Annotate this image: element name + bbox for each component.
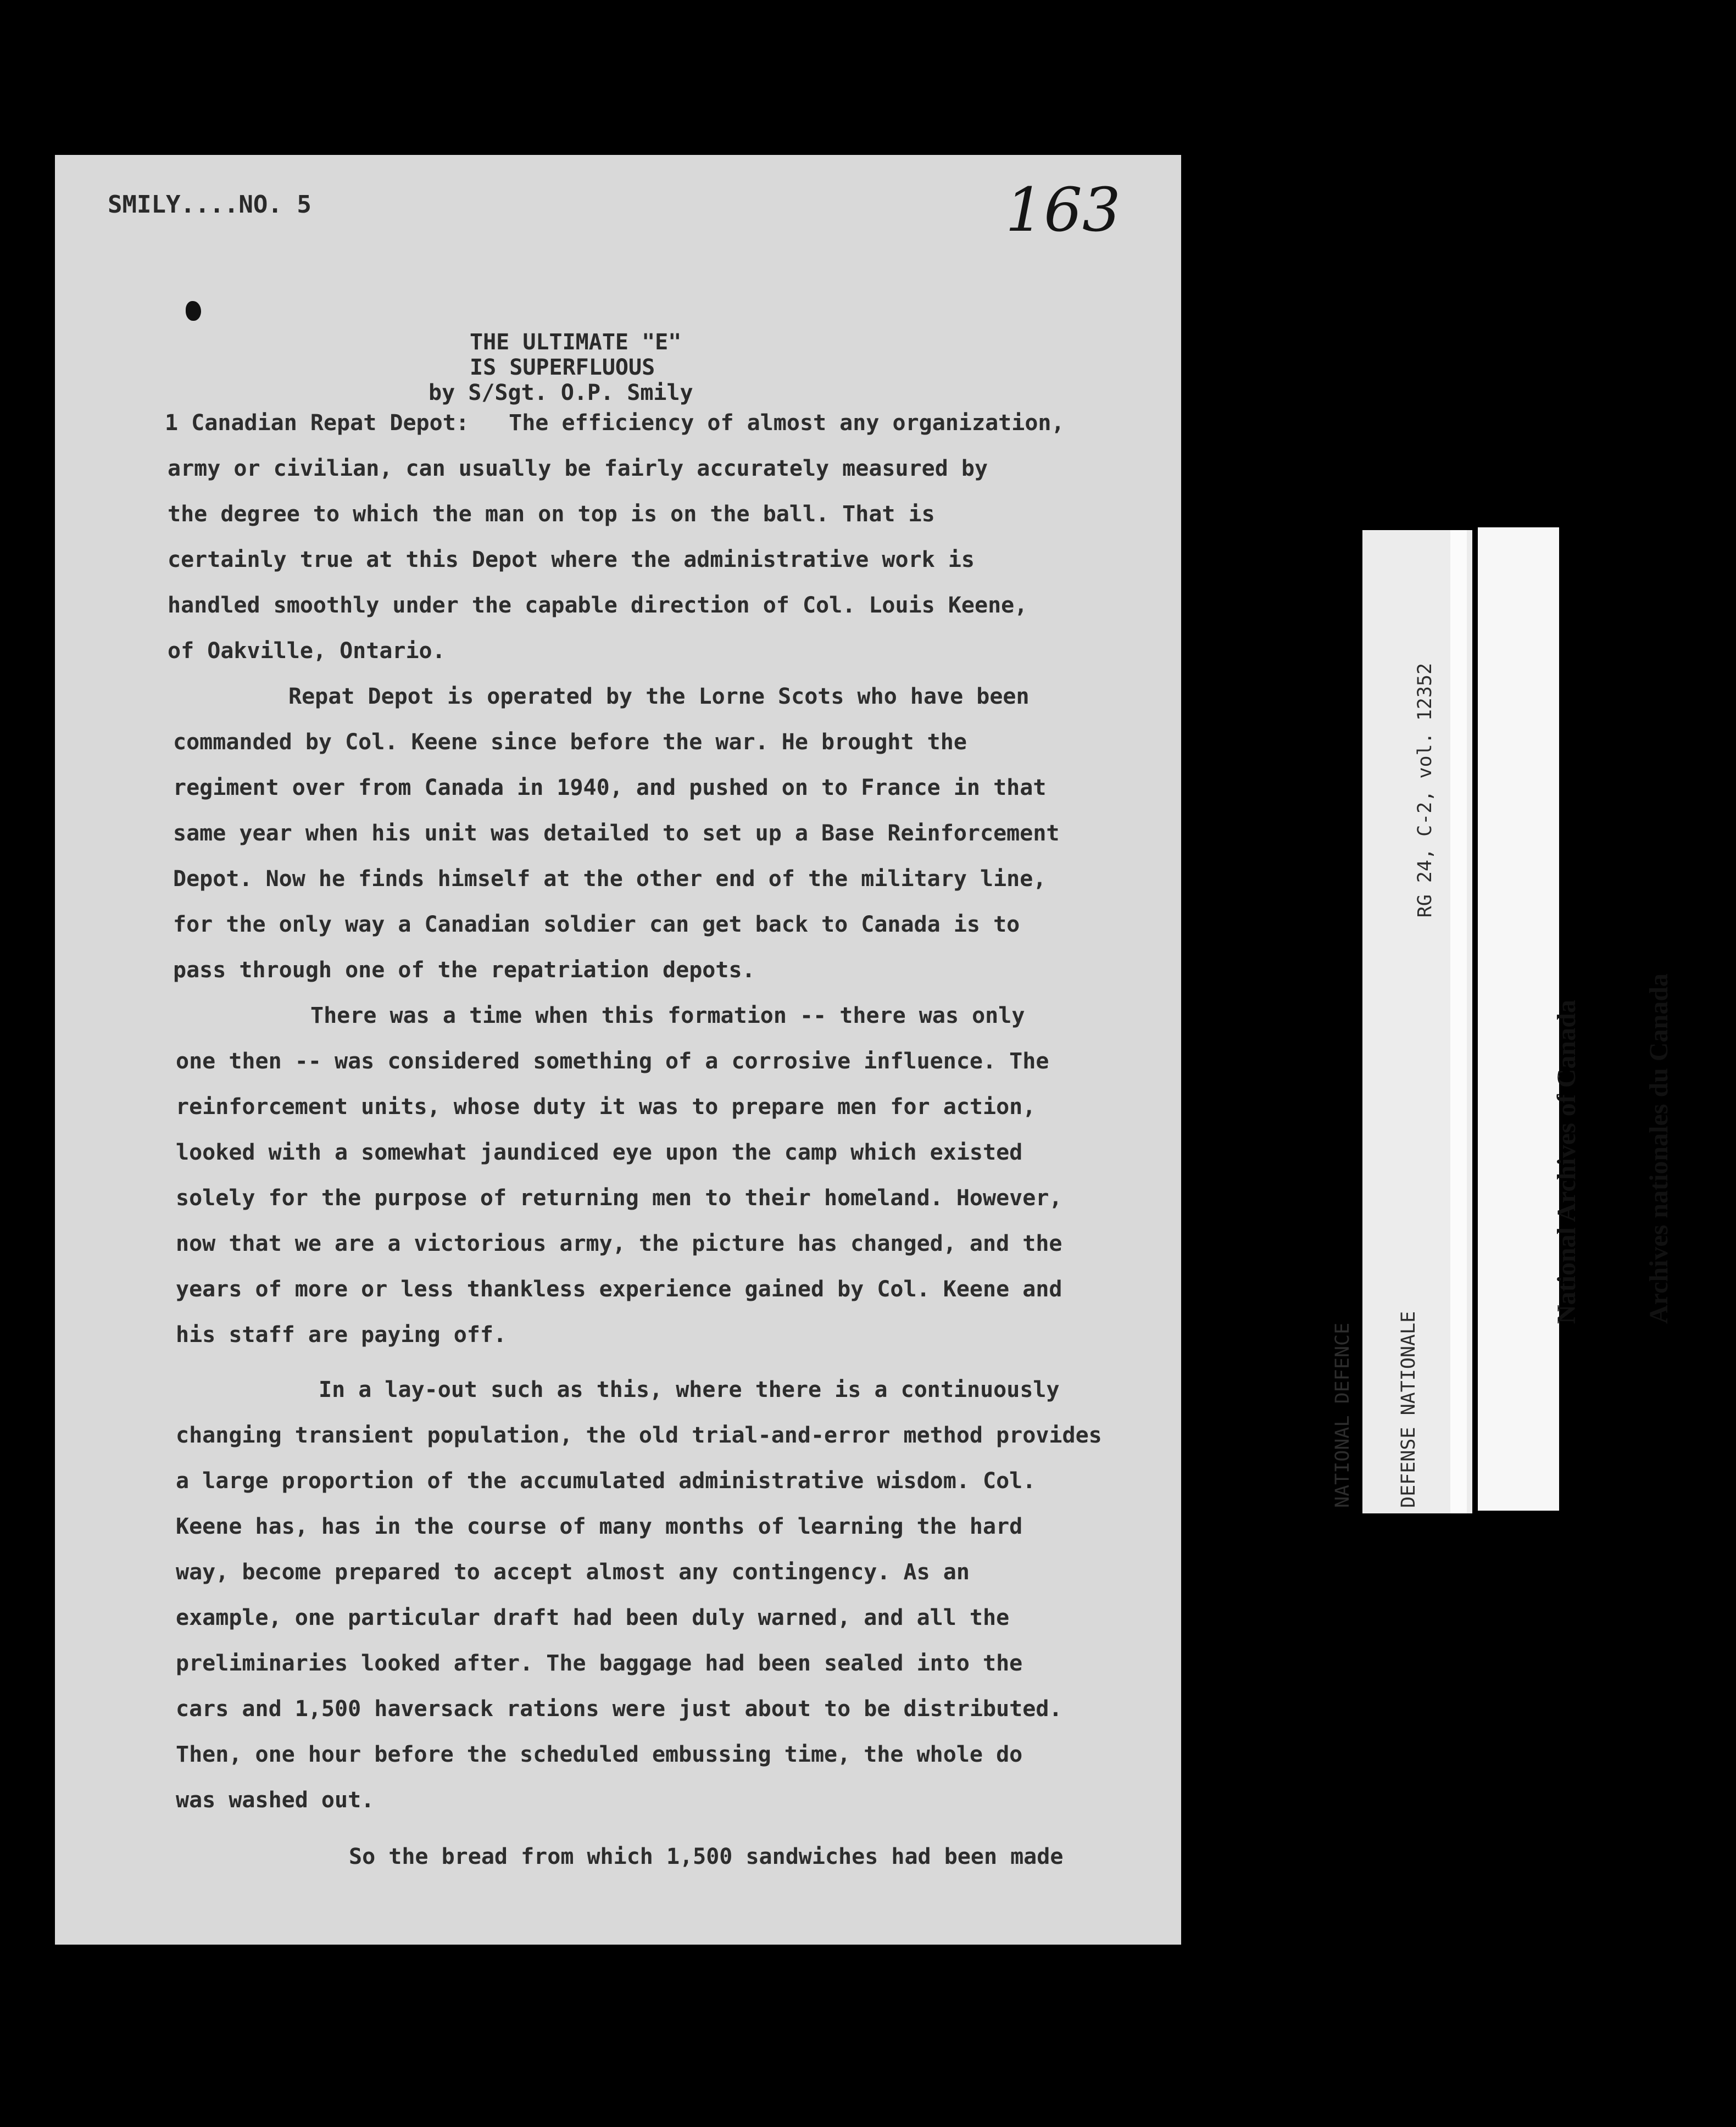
body-line: example, one particular draft had been duly warned, and all the [176, 1605, 1010, 1630]
byline: by S/Sgt. O.P. Smily [429, 380, 693, 405]
body-line: Repat Depot is operated by the Lorne Scots who have been [288, 684, 1030, 709]
body-line: a large proportion of the accumulated administrative wisdom. Col. [176, 1468, 1036, 1494]
body-line: Keene has, has in the course of many months of learning the hard [176, 1514, 1023, 1539]
body-line: commanded by Col. Keene since before the war. He brought the [173, 730, 967, 755]
body-line: one then -- was considered something of a corrosive influence. The [176, 1049, 1049, 1074]
body-line: pass through one of the repatriation depots. [173, 957, 755, 983]
department-line-1: NATIONAL DEFENCE [1332, 1322, 1354, 1508]
title-line-2: IS SUPERFLUOUS [470, 355, 655, 380]
body-line: cars and 1,500 haversack rations were just about to be distributed. [176, 1696, 1062, 1722]
body-line: 1 Canadian Repat Depot: The efficiency of almost any organization, [165, 410, 1065, 436]
body-line: preliminaries looked after. The baggage had been sealed into the [176, 1651, 1023, 1676]
body-line: now that we are a victorious army, the picture has changed, and the [176, 1231, 1062, 1256]
body-line: the degree to which the man on top is on the ball. That is [168, 502, 935, 527]
body-line: his staff are paying off. [176, 1322, 507, 1348]
document-reference: SMILY....NO. 5 [108, 191, 311, 219]
body-line: Then, one hour before the scheduled embussing time, the whole do [176, 1742, 1023, 1767]
body-line: changing transient population, the old trial-and-error method provides [176, 1423, 1102, 1448]
body-line: was washed out. [176, 1788, 375, 1813]
archive-label-line-1: National Archives of Canada [1552, 1000, 1581, 1324]
body-line: So the bread from which 1,500 sandwiches had been made [349, 1844, 1064, 1869]
body-line: regiment over from Canada in 1940, and pushed on to France in that [173, 775, 1047, 800]
stamp-divider [1450, 530, 1467, 1513]
body-line: years of more or less thankless experience gained by Col. Keene and [176, 1277, 1062, 1302]
reference-line-1: RG 24, C-2, vol. 12352 [1414, 662, 1436, 918]
body-line: reinforcement units, whose duty it was to prepare men for action, [176, 1094, 1036, 1120]
body-line: certainly true at this Depot where the administrative work is [168, 547, 975, 572]
department-block [1288, 1311, 1464, 1508]
body-line: looked with a somewhat jaundiced eye upon the camp which existed [176, 1140, 1023, 1165]
body-line: solely for the purpose of returning men to their homeland. However, [176, 1185, 1062, 1211]
handwritten-page-number: 163 [1005, 175, 1121, 245]
title-line-1: THE ULTIMATE "E" [470, 330, 682, 355]
department-line-2: DEFENSE NATIONALE [1398, 1311, 1420, 1508]
body-line: Depot. Now he finds himself at the other end of the military line, [173, 866, 1047, 892]
ink-mark [186, 301, 201, 321]
archive-label-text [1490, 973, 1736, 1324]
body-line: In a lay-out such as this, where there is a continuously [319, 1377, 1060, 1402]
body-line: There was a time when this formation -- there was only [310, 1003, 1025, 1028]
archive-label [1478, 527, 1673, 1511]
archive-label-line-2: Archives nationales du Canada [1644, 973, 1673, 1324]
body-line: of Oakville, Ontario. [168, 638, 446, 664]
body-line: army or civilian, can usually be fairly accurately measured by [168, 456, 988, 481]
body-line: way, become prepared to accept almost any contingency. As an [176, 1560, 970, 1585]
article-title [429, 330, 693, 405]
body-line: for the only way a Canadian soldier can get back to Canada is to [173, 912, 1020, 937]
body-line: handled smoothly under the capable direction of Col. Louis Keene, [168, 593, 1028, 618]
body-line: same year when his unit was detailed to set up a Base Reinforcement [173, 821, 1060, 846]
